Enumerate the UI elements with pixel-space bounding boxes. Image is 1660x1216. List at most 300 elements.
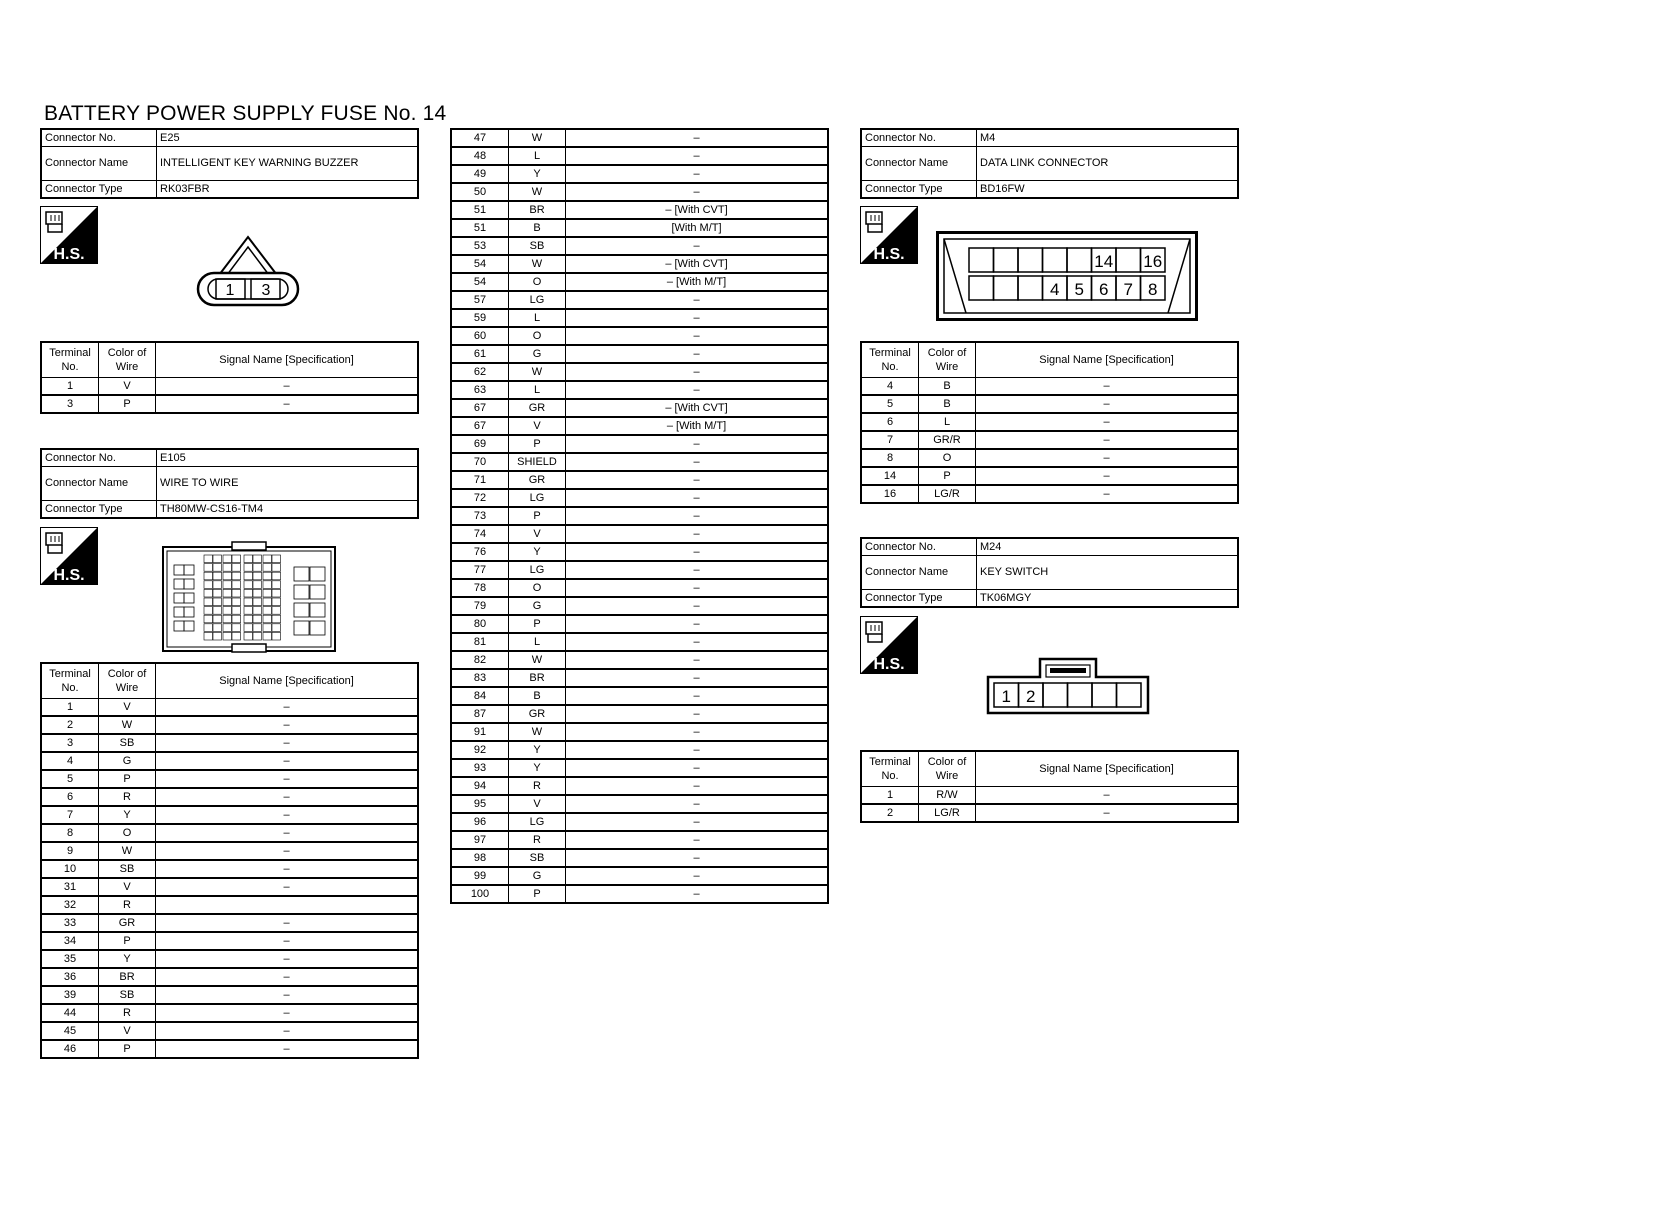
- terminal-no-cell: 91: [451, 723, 509, 741]
- terminal-no-cell: 92: [451, 741, 509, 759]
- signal-cell: –: [156, 1004, 419, 1022]
- table-row: [41, 1022, 418, 1040]
- terminal-no-cell: 99: [451, 867, 509, 885]
- terminal-no-cell: 14: [861, 467, 919, 485]
- harness-side-icon: [860, 616, 918, 674]
- table-row: [451, 633, 828, 651]
- table-row: [41, 734, 418, 752]
- pin-label: 1: [225, 282, 235, 299]
- table-row: [41, 395, 418, 413]
- signal-cell: –: [566, 327, 829, 345]
- wire-color-cell: R: [99, 1004, 156, 1022]
- wire-color-cell: W: [509, 651, 566, 669]
- terminal-no-cell: 63: [451, 381, 509, 399]
- terminal-no-cell: 10: [41, 860, 99, 878]
- table-row: [451, 291, 828, 309]
- signal-cell: –: [976, 431, 1239, 449]
- table-row: [451, 615, 828, 633]
- wire-color-cell: R: [509, 831, 566, 849]
- table-row: [861, 449, 1238, 467]
- connector-name-value: KEY SWITCH: [977, 556, 1239, 590]
- table-row: [451, 741, 828, 759]
- signal-header: Signal Name [Specification]: [156, 663, 419, 699]
- terminal-no-cell: 33: [41, 914, 99, 932]
- wire-color-cell: O: [509, 579, 566, 597]
- terminal-no-cell: 6: [41, 788, 99, 806]
- signal-cell: –: [156, 806, 419, 824]
- connector-name-label: Connector Name: [861, 556, 977, 590]
- signal-cell: –: [566, 795, 829, 813]
- wire-color-cell: P: [509, 615, 566, 633]
- signal-cell: –: [566, 669, 829, 687]
- color-header: Color of Wire: [99, 342, 156, 378]
- terminal-no-cell: 1: [861, 787, 919, 805]
- signal-cell: –: [156, 860, 419, 878]
- wire-color-cell: V: [99, 878, 156, 896]
- harness-side-icon: [40, 206, 98, 264]
- signal-cell: –: [156, 950, 419, 968]
- signal-cell: –: [566, 237, 829, 255]
- wire-color-cell: G: [509, 345, 566, 363]
- wire-color-cell: P: [99, 932, 156, 950]
- table-row: [861, 431, 1238, 449]
- signal-cell: –: [976, 467, 1239, 485]
- wire-color-cell: R: [99, 788, 156, 806]
- connector-no-value: M24: [977, 538, 1239, 556]
- table-row: [41, 968, 418, 986]
- wire-color-cell: Y: [509, 165, 566, 183]
- terminal-table-e25: [40, 341, 419, 414]
- wire-color-cell: LG: [509, 813, 566, 831]
- connector-name-value: DATA LINK CONNECTOR: [977, 147, 1239, 181]
- wire-color-cell: V: [99, 378, 156, 396]
- terminal-no-cell: 94: [451, 777, 509, 795]
- wire-color-cell: P: [99, 395, 156, 413]
- table-row: [41, 699, 418, 717]
- table-row: [451, 885, 828, 903]
- connector-type-value: TK06MGY: [977, 590, 1239, 608]
- connector-no-label: Connector No.: [861, 129, 977, 147]
- wire-color-cell: G: [509, 867, 566, 885]
- table-row: [41, 878, 418, 896]
- pin-label: 16: [1143, 252, 1163, 271]
- terminal-no-cell: 16: [861, 485, 919, 503]
- connector-no-label: Connector No.: [41, 449, 157, 467]
- hs-label: H.S.: [53, 246, 85, 263]
- terminal-no-cell: 7: [41, 806, 99, 824]
- signal-cell: – [With CVT]: [566, 255, 829, 273]
- signal-cell: –: [566, 291, 829, 309]
- signal-cell: –: [156, 378, 419, 396]
- terminal-no-cell: 61: [451, 345, 509, 363]
- terminal-no-cell: 95: [451, 795, 509, 813]
- terminal-no-cell: 70: [451, 453, 509, 471]
- table-row: [451, 363, 828, 381]
- signal-cell: –: [566, 507, 829, 525]
- wire-color-cell: SB: [99, 860, 156, 878]
- wire-color-cell: SB: [509, 849, 566, 867]
- wire-color-cell: O: [99, 824, 156, 842]
- wire-color-cell: G: [509, 597, 566, 615]
- pin-label: 4: [1050, 280, 1060, 299]
- terminal-no-cell: 76: [451, 543, 509, 561]
- terminal-no-cell: 57: [451, 291, 509, 309]
- terminal-no-cell: 1: [41, 378, 99, 396]
- signal-cell: –: [566, 849, 829, 867]
- table-row: [41, 824, 418, 842]
- table-row: [451, 705, 828, 723]
- signal-cell: –: [566, 741, 829, 759]
- connector-type-label: Connector Type: [41, 501, 157, 519]
- terminal-no-cell: 77: [451, 561, 509, 579]
- terminal-no-cell: 50: [451, 183, 509, 201]
- table-row: [41, 752, 418, 770]
- wire-color-cell: P: [509, 507, 566, 525]
- wire-color-cell: V: [509, 417, 566, 435]
- signal-cell: –: [566, 597, 829, 615]
- signal-cell: –: [566, 633, 829, 651]
- terminal-no-cell: 36: [41, 968, 99, 986]
- wire-color-cell: L: [509, 147, 566, 165]
- table-row: [451, 345, 828, 363]
- table-row: [451, 543, 828, 561]
- table-row: [451, 579, 828, 597]
- connector-type-value: BD16FW: [977, 181, 1239, 199]
- table-row: [451, 237, 828, 255]
- connector-no-label: Connector No.: [861, 538, 977, 556]
- connector-face-e105: [162, 541, 336, 653]
- terminal-no-cell: 79: [451, 597, 509, 615]
- terminal-no-cell: 84: [451, 687, 509, 705]
- wire-color-cell: R: [509, 777, 566, 795]
- terminal-no-cell: 54: [451, 273, 509, 291]
- wire-color-cell: V: [509, 525, 566, 543]
- wire-color-cell: P: [99, 770, 156, 788]
- signal-cell: –: [566, 543, 829, 561]
- terminal-no-cell: 3: [41, 395, 99, 413]
- signal-cell: –: [976, 804, 1239, 822]
- terminal-no-cell: 35: [41, 950, 99, 968]
- table-row: [451, 777, 828, 795]
- terminal-no-header: Terminal No.: [861, 342, 919, 378]
- terminal-no-cell: 45: [41, 1022, 99, 1040]
- table-row: [451, 687, 828, 705]
- wire-color-cell: W: [99, 842, 156, 860]
- signal-header: Signal Name [Specification]: [976, 751, 1239, 787]
- connector-name-label: Connector Name: [41, 467, 157, 501]
- signal-cell: –: [566, 435, 829, 453]
- signal-cell: [With M/T]: [566, 219, 829, 237]
- wire-color-cell: B: [509, 219, 566, 237]
- wire-color-cell: LG/R: [919, 804, 976, 822]
- table-row: [451, 507, 828, 525]
- wire-color-cell: Y: [509, 741, 566, 759]
- signal-cell: –: [566, 489, 829, 507]
- terminal-no-cell: 48: [451, 147, 509, 165]
- color-header: Color of Wire: [99, 663, 156, 699]
- signal-cell: –: [156, 734, 419, 752]
- harness-side-icon: [860, 206, 918, 264]
- wire-color-cell: R: [99, 896, 156, 914]
- table-row: [861, 413, 1238, 431]
- pin-label: 6: [1099, 280, 1109, 299]
- signal-cell: –: [976, 378, 1239, 396]
- wire-color-cell: LG: [509, 561, 566, 579]
- connector-type-label: Connector Type: [41, 181, 157, 199]
- table-row: [451, 525, 828, 543]
- wire-color-cell: SHIELD: [509, 453, 566, 471]
- terminal-no-cell: 3: [41, 734, 99, 752]
- table-row: [41, 986, 418, 1004]
- terminal-no-cell: 59: [451, 309, 509, 327]
- table-row: [451, 669, 828, 687]
- signal-header: Signal Name [Specification]: [156, 342, 419, 378]
- signal-cell: –: [566, 615, 829, 633]
- signal-cell: –: [566, 165, 829, 183]
- wire-color-cell: SB: [99, 734, 156, 752]
- wire-color-cell: GR: [509, 705, 566, 723]
- harness-side-icon: [40, 527, 98, 585]
- signal-cell: [156, 896, 419, 914]
- pin-label: 14: [1094, 252, 1114, 271]
- terminal-no-cell: 62: [451, 363, 509, 381]
- terminal-no-cell: 53: [451, 237, 509, 255]
- table-row: [41, 770, 418, 788]
- wire-color-cell: GR: [99, 914, 156, 932]
- table-row: [861, 787, 1238, 805]
- pin-label: 7: [1123, 280, 1133, 299]
- terminal-no-cell: 32: [41, 896, 99, 914]
- table-row: [451, 435, 828, 453]
- wire-color-cell: B: [919, 395, 976, 413]
- signal-cell: –: [566, 777, 829, 795]
- signal-cell: –: [566, 345, 829, 363]
- terminal-no-cell: 51: [451, 219, 509, 237]
- table-row: [451, 561, 828, 579]
- table-row: [861, 485, 1238, 503]
- terminal-table-m4: [860, 341, 1239, 504]
- connector-no-value: M4: [977, 129, 1239, 147]
- signal-cell: –: [156, 842, 419, 860]
- connector-header-m4: [860, 128, 1239, 199]
- pin-label: 8: [1148, 280, 1158, 299]
- wire-color-cell: Y: [99, 950, 156, 968]
- table-row: [41, 914, 418, 932]
- table-row: [451, 201, 828, 219]
- terminal-no-cell: 67: [451, 399, 509, 417]
- connector-no-value: E25: [157, 129, 419, 147]
- table-row: [451, 723, 828, 741]
- terminal-no-cell: 71: [451, 471, 509, 489]
- terminal-no-cell: 96: [451, 813, 509, 831]
- terminal-no-cell: 5: [861, 395, 919, 413]
- connector-header-e105: [40, 448, 419, 519]
- table-row: [451, 183, 828, 201]
- signal-cell: – [With CVT]: [566, 201, 829, 219]
- wire-color-cell: W: [509, 723, 566, 741]
- table-row: [41, 788, 418, 806]
- terminal-table-m24: [860, 750, 1239, 823]
- wire-color-cell: L: [509, 309, 566, 327]
- connector-no-value: E105: [157, 449, 419, 467]
- terminal-no-cell: 49: [451, 165, 509, 183]
- wire-color-cell: LG: [509, 291, 566, 309]
- signal-cell: –: [156, 986, 419, 1004]
- table-row: [451, 147, 828, 165]
- table-row: [41, 1040, 418, 1058]
- connector-name-value: INTELLIGENT KEY WARNING BUZZER: [157, 147, 419, 181]
- terminal-no-cell: 87: [451, 705, 509, 723]
- connector-face-m24: [986, 657, 1150, 715]
- wire-color-cell: P: [99, 1040, 156, 1058]
- hs-label: H.S.: [53, 567, 85, 584]
- signal-cell: –: [976, 787, 1239, 805]
- signal-cell: –: [566, 723, 829, 741]
- connector-type-value: RK03FBR: [157, 181, 419, 199]
- terminal-no-cell: 97: [451, 831, 509, 849]
- terminal-no-header: Terminal No.: [861, 751, 919, 787]
- terminal-no-cell: 82: [451, 651, 509, 669]
- wire-color-cell: B: [919, 378, 976, 396]
- terminal-no-cell: 83: [451, 669, 509, 687]
- table-row: [451, 795, 828, 813]
- connector-header-e25: [40, 128, 419, 199]
- terminal-table-e105-continued: [450, 128, 829, 904]
- signal-cell: –: [566, 705, 829, 723]
- terminal-no-cell: 51: [451, 201, 509, 219]
- table-row: [451, 165, 828, 183]
- connector-no-label: Connector No.: [41, 129, 157, 147]
- wire-color-cell: P: [509, 435, 566, 453]
- signal-cell: –: [566, 687, 829, 705]
- signal-cell: – [With M/T]: [566, 417, 829, 435]
- table-row: [451, 453, 828, 471]
- signal-cell: –: [156, 752, 419, 770]
- wire-color-cell: LG/R: [919, 485, 976, 503]
- connector-type-label: Connector Type: [861, 181, 977, 199]
- terminal-no-cell: 4: [41, 752, 99, 770]
- terminal-no-cell: 69: [451, 435, 509, 453]
- wire-color-cell: W: [99, 716, 156, 734]
- terminal-no-cell: 44: [41, 1004, 99, 1022]
- wire-color-cell: V: [99, 699, 156, 717]
- table-row: [861, 395, 1238, 413]
- wire-color-cell: P: [509, 885, 566, 903]
- wire-color-cell: W: [509, 363, 566, 381]
- terminal-no-cell: 34: [41, 932, 99, 950]
- wire-color-cell: O: [509, 273, 566, 291]
- table-row: [861, 804, 1238, 822]
- table-row: [451, 327, 828, 345]
- terminal-no-header: Terminal No.: [41, 663, 99, 699]
- color-header: Color of Wire: [919, 342, 976, 378]
- signal-cell: –: [976, 395, 1239, 413]
- signal-cell: –: [156, 914, 419, 932]
- terminal-no-cell: 7: [861, 431, 919, 449]
- wire-color-cell: Y: [99, 806, 156, 824]
- wire-color-cell: W: [509, 129, 566, 147]
- wire-color-cell: Y: [509, 543, 566, 561]
- signal-cell: –: [566, 579, 829, 597]
- terminal-no-cell: 1: [41, 699, 99, 717]
- signal-cell: –: [156, 968, 419, 986]
- signal-cell: –: [156, 770, 419, 788]
- signal-cell: –: [566, 831, 829, 849]
- pin-label: 1: [1001, 687, 1011, 706]
- wire-color-cell: V: [509, 795, 566, 813]
- signal-cell: –: [976, 449, 1239, 467]
- signal-cell: –: [976, 485, 1239, 503]
- signal-cell: –: [566, 813, 829, 831]
- terminal-no-cell: 31: [41, 878, 99, 896]
- signal-cell: –: [566, 561, 829, 579]
- table-row: [861, 467, 1238, 485]
- terminal-no-cell: 5: [41, 770, 99, 788]
- wire-color-cell: GR/R: [919, 431, 976, 449]
- wire-color-cell: L: [509, 633, 566, 651]
- wire-color-cell: R/W: [919, 787, 976, 805]
- signal-cell: –: [566, 885, 829, 903]
- table-row: [41, 1004, 418, 1022]
- table-row: [41, 950, 418, 968]
- wire-color-cell: Y: [509, 759, 566, 777]
- terminal-no-cell: 67: [451, 417, 509, 435]
- table-row: [41, 896, 418, 914]
- terminal-no-cell: 54: [451, 255, 509, 273]
- terminal-no-cell: 100: [451, 885, 509, 903]
- terminal-no-cell: 46: [41, 1040, 99, 1058]
- table-row: [451, 471, 828, 489]
- terminal-no-cell: 78: [451, 579, 509, 597]
- table-row: [451, 309, 828, 327]
- terminal-no-cell: 2: [861, 804, 919, 822]
- wire-color-cell: G: [99, 752, 156, 770]
- table-row: [41, 806, 418, 824]
- table-row: [41, 378, 418, 396]
- pin-label: 5: [1074, 280, 1084, 299]
- signal-cell: –: [156, 1022, 419, 1040]
- wire-color-cell: BR: [509, 669, 566, 687]
- terminal-no-header: Terminal No.: [41, 342, 99, 378]
- table-row: [861, 378, 1238, 396]
- terminal-no-cell: 73: [451, 507, 509, 525]
- table-row: [41, 932, 418, 950]
- table-row: [41, 716, 418, 734]
- wire-color-cell: P: [919, 467, 976, 485]
- signal-cell: –: [156, 788, 419, 806]
- table-row: [451, 867, 828, 885]
- table-row: [451, 273, 828, 291]
- wire-color-cell: W: [509, 255, 566, 273]
- page-title: BATTERY POWER SUPPLY FUSE No. 14: [44, 102, 447, 125]
- wire-color-cell: B: [509, 687, 566, 705]
- terminal-no-cell: 74: [451, 525, 509, 543]
- table-row: [41, 860, 418, 878]
- terminal-no-cell: 93: [451, 759, 509, 777]
- table-row: [451, 651, 828, 669]
- signal-cell: –: [566, 759, 829, 777]
- table-row: [451, 399, 828, 417]
- table-row: [41, 842, 418, 860]
- wire-color-cell: V: [99, 1022, 156, 1040]
- signal-cell: –: [566, 183, 829, 201]
- connector-header-m24: [860, 537, 1239, 608]
- pin-label: 3: [261, 282, 271, 299]
- connector-face-e25: [196, 233, 302, 309]
- signal-cell: –: [566, 471, 829, 489]
- signal-cell: –: [566, 381, 829, 399]
- table-row: [451, 381, 828, 399]
